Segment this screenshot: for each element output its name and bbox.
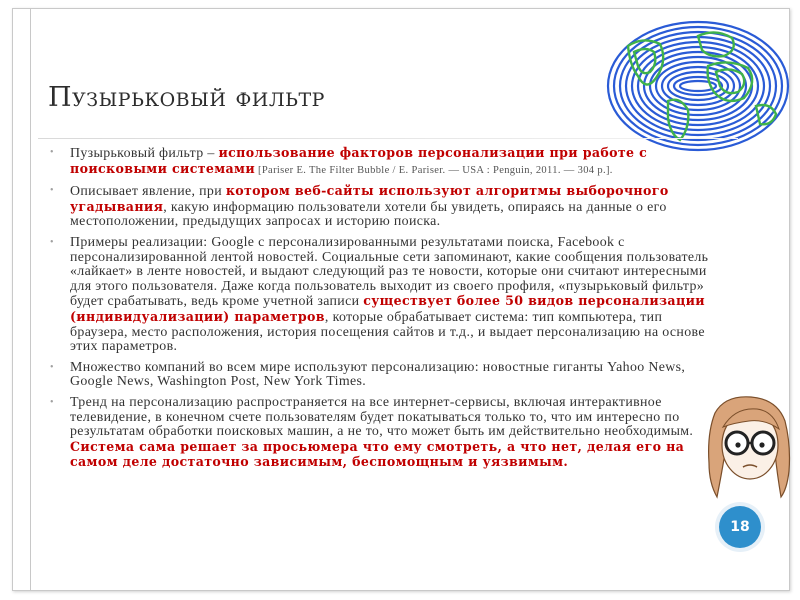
citation-text: [Pariser E. The Filter Bubble / E. Pariser. — USA : Penguin, 2011. — 304 p.]. <box>255 164 613 176</box>
highlight-text: существует более 50 видов персонализации (индивидуализации) параметров <box>70 293 705 324</box>
left-rule-divider <box>30 8 31 591</box>
bullet-paragraph-3 <box>50 236 710 355</box>
paragraph-text: , которые обрабатывает система: тип компьютера, тип браузера, место расположения, история посещения сайтов и т.д., и выдает персонализацию на основе этих параметров. <box>70 309 705 355</box>
bullet-dot-icon: • <box>50 147 54 158</box>
girl-with-glasses-icon <box>705 393 795 503</box>
bullet-paragraph-1 <box>50 146 710 178</box>
bullet-dot-icon: • <box>50 185 54 197</box>
paragraph-text: Тренд на персонализацию распространяется на все интернет-сервисы, включая интерактивное телевидение, в конечном счете пользователям будет покатываться только то, что им интересно по результатам обработки поисковых машин, а не то, что может быть им действительно необходимым. <box>70 394 694 440</box>
bullet-dot-icon: • <box>50 396 54 408</box>
bullet-paragraph-4 <box>50 361 710 390</box>
bullet-paragraph-5 <box>50 396 710 471</box>
highlight-text: Система сама решает за просьюмера что ему смотреть, а что нет, делая его на самом деле достаточно зависимым, беспомощным и уязвимым. <box>70 438 685 470</box>
page-number-badge: 18 <box>719 506 761 548</box>
paragraph-text: Примеры реализации: Google с персонализированными результатами поиска, Facebook с персонализированной лентой новостей. Социальные сети запоминают, какие сообщения пользователь «лайкает» в ленте новостей, и выдают следующий раз те новости, которые они считают интересными для этого пользователя. Даже когда пользователь выходит из своего профиля, «пузырьковый фильтр» будет срабатывать, ведь кроме учетной записи <box>70 234 709 310</box>
title-underline <box>38 138 738 139</box>
highlight-text: котором веб-сайты используют алгоритмы выборочного угадывания <box>70 183 669 214</box>
fingerprint-globe-icon <box>598 6 798 166</box>
highlight-text: использование факторов персонализации при работе с поисковыми системами <box>70 145 648 176</box>
bullet-dot-icon: • <box>50 236 54 248</box>
paragraph-text: Описывает явление, при <box>70 184 226 200</box>
slide-title: Пузырьковый фильтр <box>48 82 325 113</box>
bullet-paragraph-2 <box>50 184 710 230</box>
paragraph-text: Множество компаний во всем мире используют персонализацию: новостные гиганты Yahoo News, Google News, Washington Post, New York Times. <box>70 359 686 390</box>
bullet-dot-icon: • <box>50 361 54 373</box>
slide-content <box>50 146 710 477</box>
paragraph-text: Пузырьковый фильтр – <box>70 146 219 161</box>
paragraph-text: , какую информацию пользователи хотели бы увидеть, опираясь на данные о его местоположении, предыдущих запросах и историю поиска. <box>70 199 667 230</box>
